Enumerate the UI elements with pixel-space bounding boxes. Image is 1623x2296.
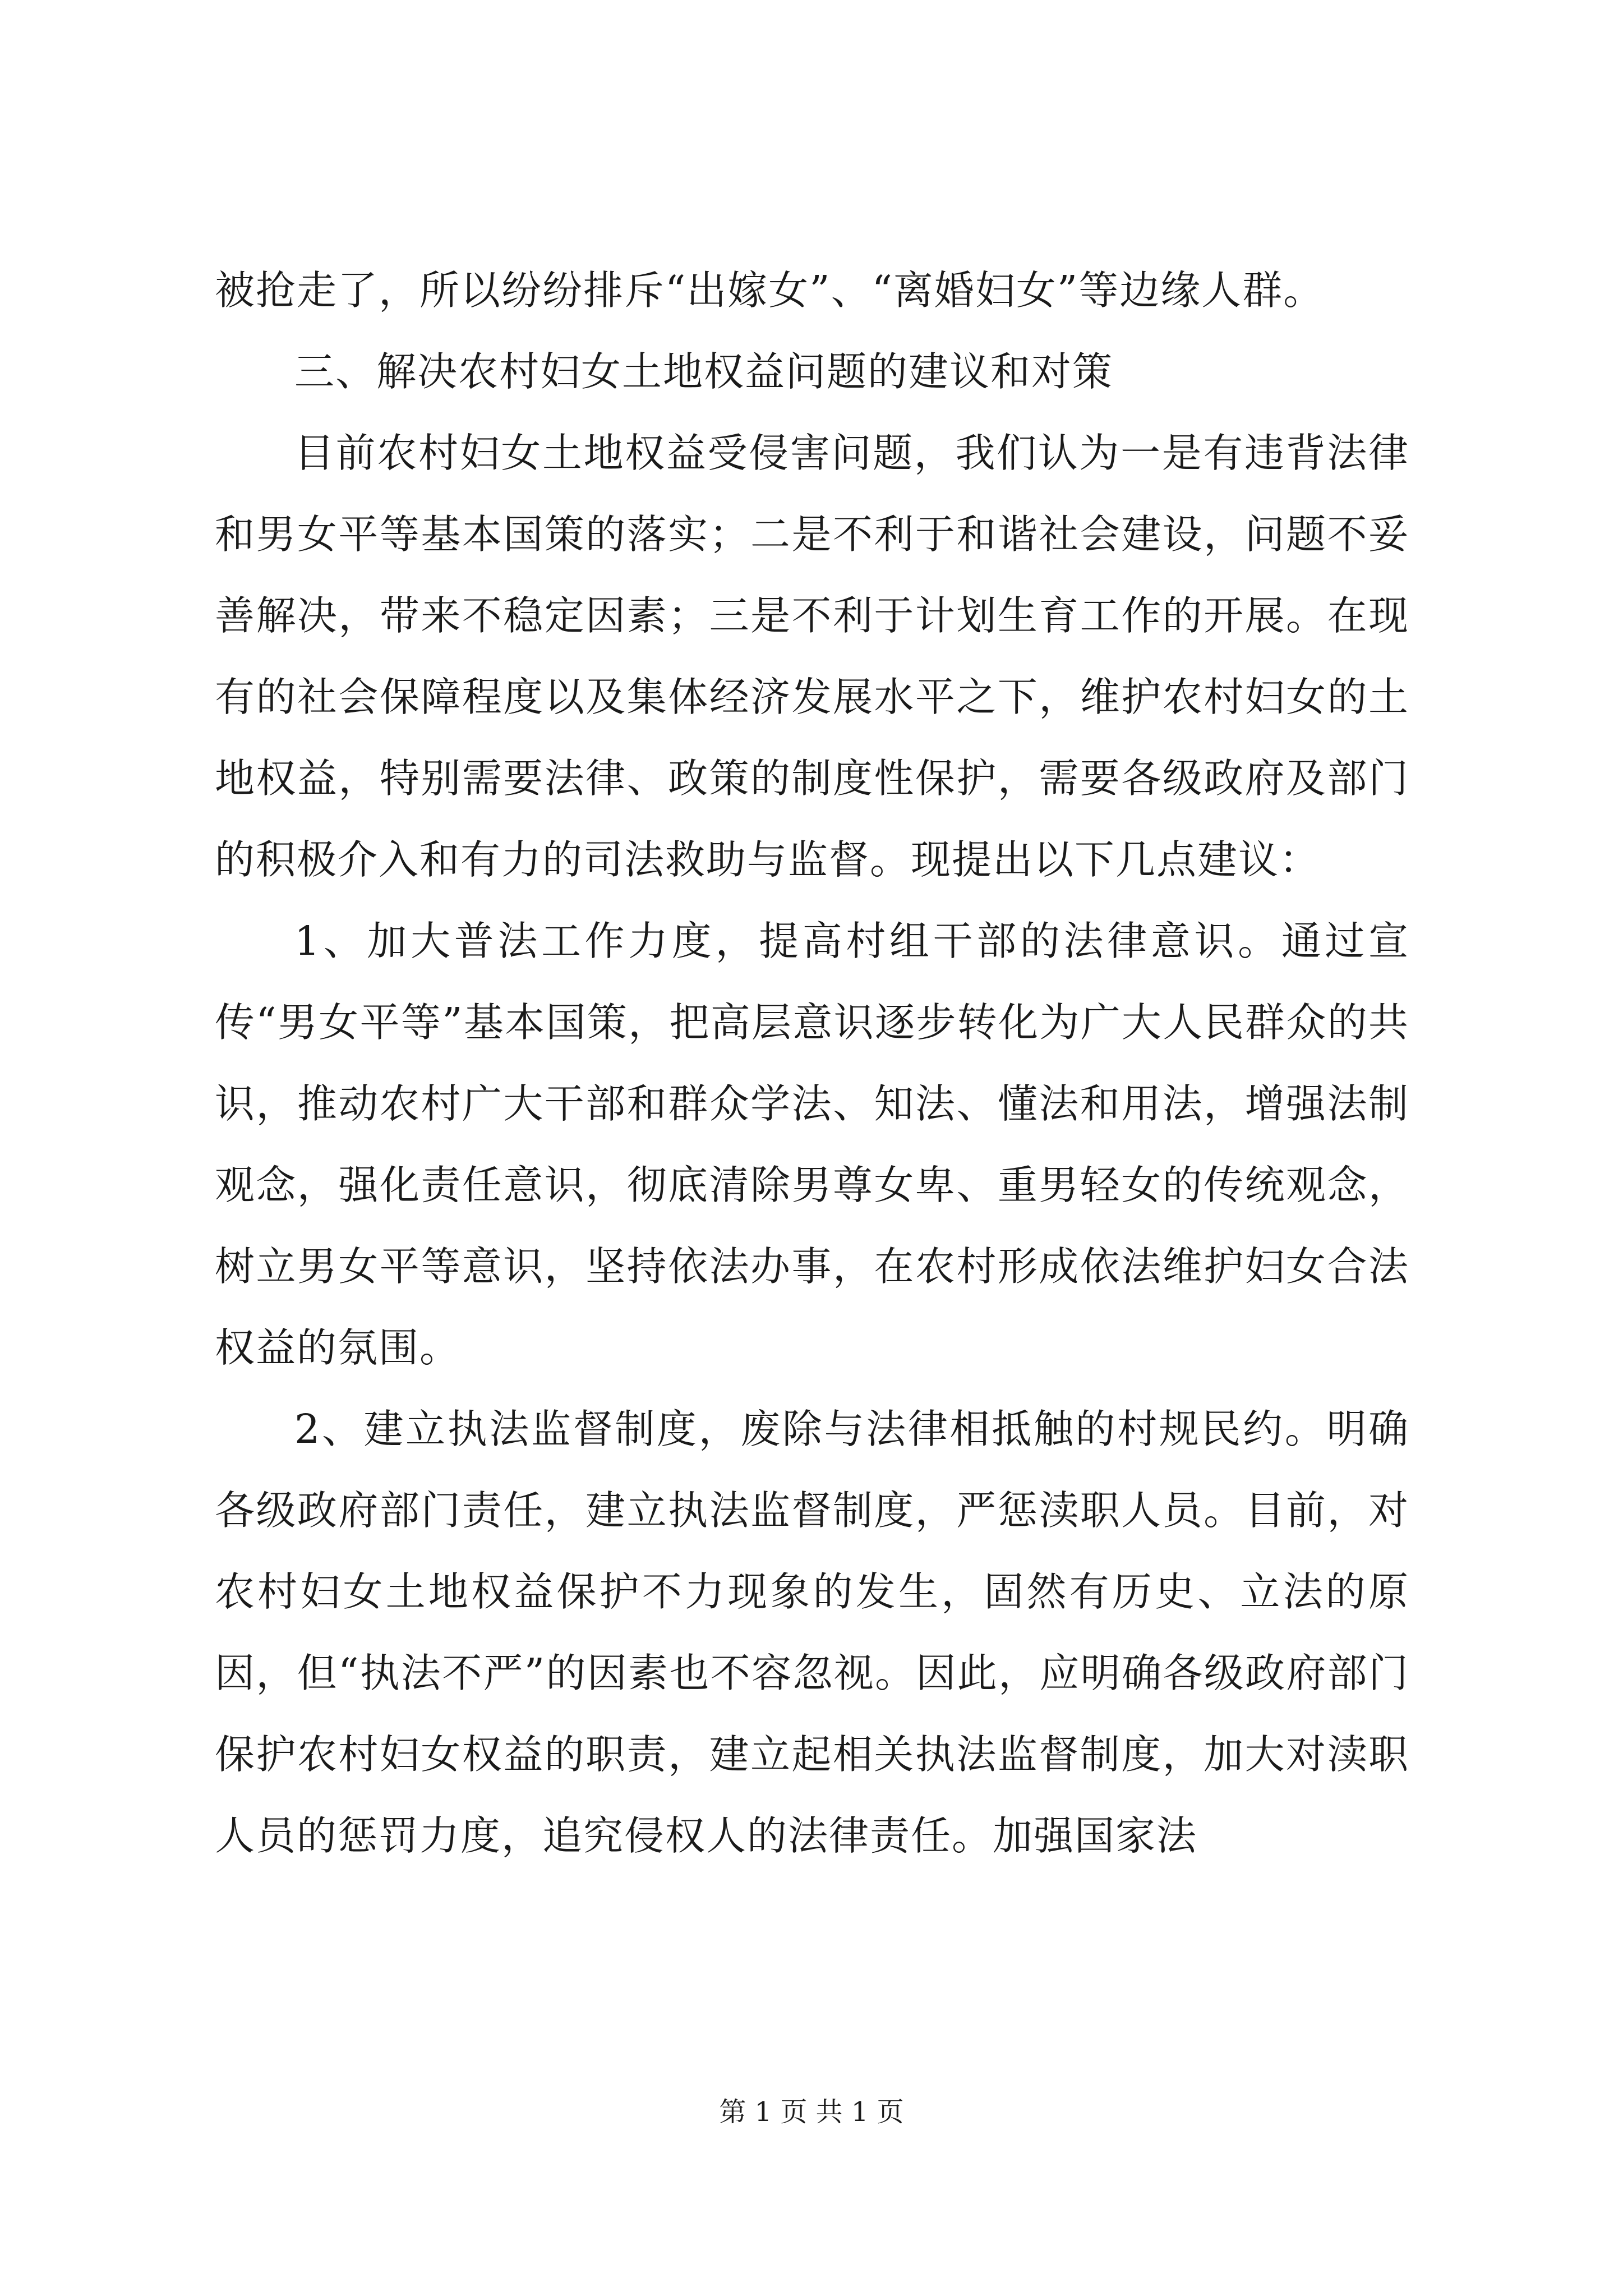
paragraph-continuation: 被抢走了，所以纷纷排斥“出嫁女”、“离婚妇女”等边缘人群。 xyxy=(215,267,1325,314)
paragraph-item-2: 2、建立执法监督制度，废除与法律相抵触的村规民约。明确各级政府部门责任，建立执法监督制度，严惩渎职人员。目前，对农村妇女土地权益保护不力现象的发生，固然有历史、立法的原因，但“执法不严”的因素也不容忽视。因此，应明确各级政府部门保护农村妇女权益的职责，建立起相关执法监督制度，加大对渎职人员的惩罚力度，追究侵权人的法律责任。加强国家法 xyxy=(215,1406,1409,1859)
page-footer: 第 1 页 共 1 页 xyxy=(719,2096,904,2128)
document-body xyxy=(215,250,1409,1876)
section-heading: 三、解决农村妇女土地权益问题的建议和对策 xyxy=(294,348,1114,395)
paragraph-intro: 目前农村妇女土地权益受侵害问题，我们认为一是有违背法律和男女平等基本国策的落实；二是不利于和谐社会建设，问题不妥善解决，带来不稳定因素；三是不利于计划生育工作的开展。在现有的社会保障程度以及集体经济发展水平之下，维护农村妇女的土地权益，特别需要法律、政策的制度性保护，需要各级政府及部门的积极介入和有力的司法救助与监督。现提出以下几点建议： xyxy=(215,430,1409,883)
paragraph-item-1: 1、加大普法工作力度，提高村组干部的法律意识。通过宣传“男女平等”基本国策，把高层意识逐步转化为广大人民群众的共识，推动农村广大干部和群众学法、知法、懂法和用法，增强法制观念，强化责任意识，彻底清除男尊女卑、重男轻女的传统观念，树立男女平等意识，坚持依法办事，在农村形成依法维护妇女合法权益的氛围。 xyxy=(215,918,1409,1371)
